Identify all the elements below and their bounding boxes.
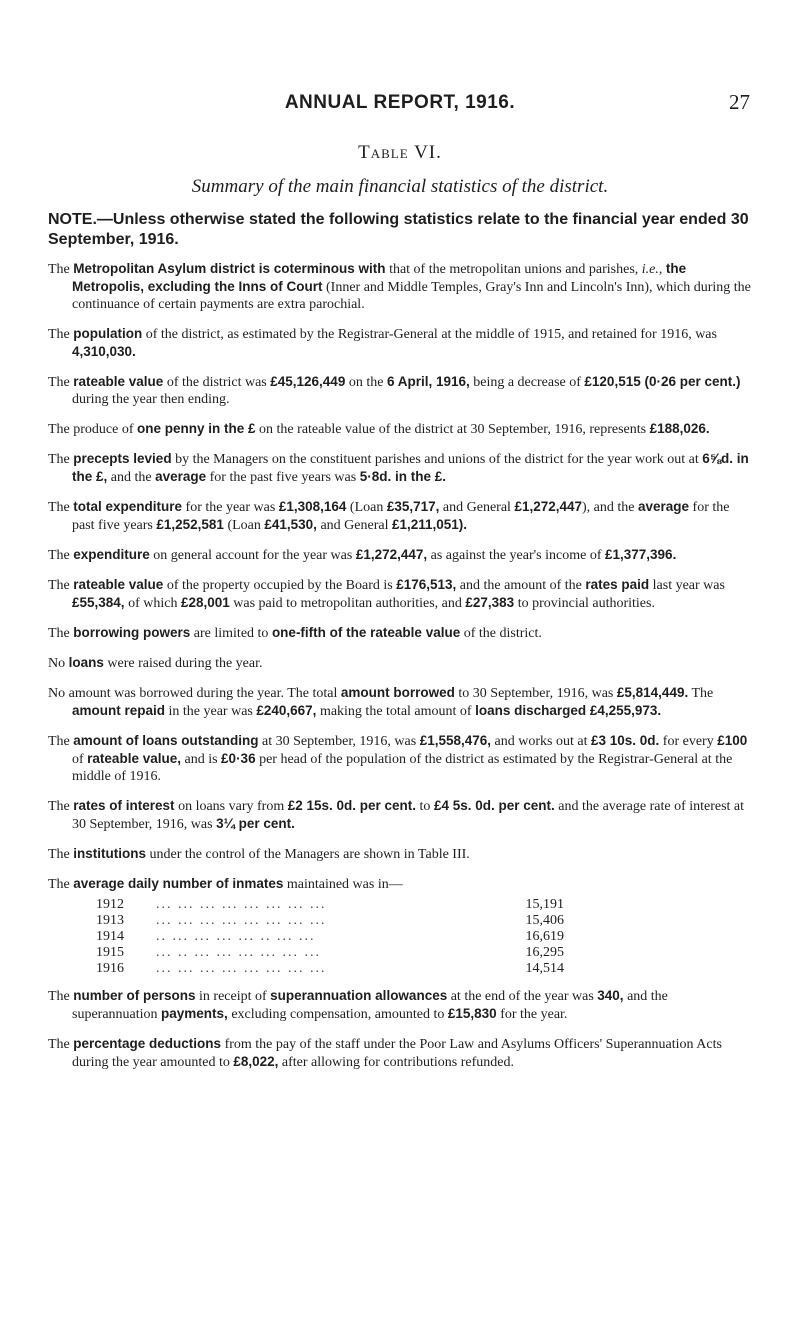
keyword: £1,272,447, [355, 547, 428, 562]
deductions-paragraph [48, 1035, 754, 1071]
year-cell: 1913 [96, 913, 124, 928]
text-run: making the total amount of [316, 704, 476, 719]
text-run: (Inner and Middle Temples, Gray's Inn and Lincoln's Inn), which during the continuance of certain payments are extra parochial. [72, 280, 751, 312]
text-run: (Loan [223, 518, 265, 533]
leader-dots: ... ... ... ... ... ... ... ... [156, 961, 327, 976]
text-run: and the average rate of interest at 30 September, 1916, was [72, 799, 745, 832]
text-run: of the property occupied by the Board is [163, 578, 397, 593]
keyword: amount borrowed [340, 685, 455, 700]
keyword: £1,272,447 [514, 499, 583, 514]
table-row [96, 961, 564, 977]
rateable-value-paragraph [48, 373, 754, 408]
keyword: £3 10s. 0d. [590, 733, 660, 748]
text-run: under the control of the Managers are shown in Table III. [146, 847, 470, 862]
text-run: The [48, 626, 74, 641]
text-run: for the past five years was [206, 470, 360, 485]
year-cell: 1912 [96, 897, 124, 912]
keyword: £176,513, [396, 577, 457, 592]
text-run: of [72, 752, 88, 767]
keyword: £8,022, [233, 1054, 279, 1069]
keyword: £100 [717, 733, 748, 748]
keyword: 4,310,030. [72, 344, 136, 359]
leader-dots: ... ... ... ... ... ... ... ... [156, 897, 327, 912]
keyword: £55,384, [72, 595, 125, 610]
table-row [96, 913, 564, 929]
text-run: , [658, 262, 666, 277]
text-run: The [48, 877, 74, 892]
keyword: £45,126,449 [270, 374, 346, 389]
leader-dots: .. ... ... ... ... .. ... ... [156, 929, 316, 944]
text-run: for the past five years [72, 500, 730, 533]
keyword: £1,377,396. [605, 547, 677, 562]
text-run: being a decrease of [469, 375, 585, 390]
keyword: expenditure [73, 547, 150, 562]
keyword: rates paid [585, 577, 650, 592]
leader-dots: ... .. ... ... ... ... ... ... [156, 945, 321, 960]
text-run: on the [345, 375, 387, 390]
keyword: rateable value, [87, 751, 181, 766]
interest-paragraph [48, 797, 754, 833]
keyword: average [155, 469, 207, 484]
text-run: after allowing for contributions refunded. [278, 1055, 514, 1070]
text-run: for every [659, 734, 718, 749]
text-run: last year was [649, 578, 725, 593]
text-run: at the end of the year was [447, 989, 598, 1004]
text-run: The [48, 548, 74, 563]
value-cell: 14,514 [525, 961, 564, 976]
text-run: per head of the population of the district as estimated by the Registrar-General at the middle of 1916. [72, 752, 733, 784]
penny-paragraph [48, 420, 754, 438]
text-run: The [48, 327, 74, 342]
note-paragraph: NOTE.—Unless otherwise stated the following statistics relate to the financial year ended 30 September, 1916. [48, 211, 749, 248]
leader-dots: ... ... ... ... ... ... ... ... [156, 913, 327, 928]
keyword: £4 5s. 0d. per cent. [433, 798, 555, 813]
text-run: The [48, 262, 70, 277]
keyword: 6⅝d. in the £, [72, 451, 749, 484]
keyword: £1,558,476, [419, 733, 492, 748]
table-row [96, 929, 564, 945]
text-run: of the district was [163, 375, 271, 390]
text-run: in receipt of [195, 989, 271, 1004]
text-run: from the pay of the staff under the Poor Law and Asylums Officers' Superannuation Acts during the year amounted to [72, 1037, 722, 1070]
inmates-paragraph [48, 875, 754, 893]
keyword: loans discharged £4,255,973. [475, 703, 662, 718]
keyword: Metropolitan Asylum district is coterminous with [73, 261, 386, 276]
keyword: £1,211,051). [391, 517, 468, 532]
text-run: of the district, as estimated by the Registrar-General at the middle of 1915, and retained for 1916, was [142, 327, 717, 342]
borrowing-paragraph [48, 624, 754, 642]
text-run: The [48, 500, 74, 515]
text-run: at 30 September, 1916, was [258, 734, 420, 749]
keyword: £28,001 [180, 595, 230, 610]
text-run: for the year was [182, 500, 279, 515]
text-run: and is [180, 752, 222, 767]
text-run: and the [107, 470, 156, 485]
text-run: and works out at [491, 734, 591, 749]
text-run: during the year then ending. [72, 392, 230, 407]
value-cell: 15,406 [525, 913, 564, 928]
text-run: on general account for the year was [149, 548, 356, 563]
keyword: £188,026. [649, 421, 710, 436]
keyword: the Metropolis, excluding the Inns of Court [72, 261, 687, 294]
text-run: maintained was in— [283, 877, 403, 892]
expenditure-paragraph [48, 498, 754, 534]
text-run: ), and the [582, 500, 638, 515]
keyword: precepts levied [73, 451, 172, 466]
keyword: one-fifth of the rateable value [271, 625, 461, 640]
text-run: and the amount of the [456, 578, 586, 593]
keyword: £5,814,449. [616, 685, 689, 700]
table-row [96, 897, 564, 913]
text-run: The produce of [48, 422, 138, 437]
value-cell: 15,191 [525, 897, 564, 912]
population-paragraph [48, 325, 754, 361]
year-cell: 1916 [96, 961, 124, 976]
text-run: for the year. [496, 1007, 568, 1022]
keyword: £27,383 [465, 595, 515, 610]
keyword: one penny in the £ [137, 421, 256, 436]
property-paragraph [48, 576, 754, 612]
keyword: 340, [597, 988, 624, 1003]
keyword: amount repaid [72, 703, 166, 718]
year-cell: 1915 [96, 945, 124, 960]
text-run: to provincial authorities. [514, 596, 655, 611]
keyword: £2 15s. 0d. per cent. [287, 798, 417, 813]
keyword: superannuation allowances [270, 988, 448, 1003]
keyword: average daily number of inmates [73, 876, 284, 891]
text-run: The [48, 375, 74, 390]
keyword: 5·8d. in the £. [359, 469, 446, 484]
text-run: in the year was [165, 704, 257, 719]
outstanding-paragraph [48, 732, 754, 785]
text-run: The [48, 452, 74, 467]
text-run: of the district. [460, 626, 542, 641]
text-run: on loans vary from [174, 799, 288, 814]
page-number: 27 [729, 90, 750, 114]
keyword: total expenditure [73, 499, 183, 514]
text-run: that of the metropolitan unions and parishes, [385, 262, 642, 277]
report-content [48, 210, 754, 1083]
text-run: were raised during the year. [103, 656, 263, 671]
text-run: The [48, 734, 74, 749]
text-run: by the Managers on the constituent parishes and unions of the district for the year work out at [171, 452, 703, 467]
text-run: No amount was borrowed during the year. The total [48, 686, 341, 701]
text-run: The [48, 799, 74, 814]
keyword: rateable value [73, 374, 164, 389]
table-title: Table VI. [358, 142, 442, 163]
text-run: (Loan [346, 500, 387, 515]
inmates-table [96, 897, 564, 977]
text-run: to 30 September, 1916, was [454, 686, 617, 701]
text-run: on the rateable value of the district at 30 September, 1916, represents [255, 422, 650, 437]
district-paragraph [48, 260, 754, 313]
superannuation-paragraph [48, 987, 754, 1023]
text-run: The [48, 578, 74, 593]
table-subtitle: Summary of the main financial statistics of the district. [191, 176, 609, 197]
text-run: and the superannuation [72, 989, 668, 1022]
text-run: was paid to metropolitan authorities, and [229, 596, 466, 611]
text-run: i.e. [641, 262, 659, 277]
keyword: £15,830 [447, 1006, 497, 1021]
keyword: rates of interest [73, 798, 175, 813]
keyword: rateable value [73, 577, 164, 592]
text-run: No [48, 656, 69, 671]
keyword: £41,530, [264, 517, 317, 532]
text-run: to [416, 799, 434, 814]
keyword: 3¼ per cent. [216, 816, 295, 831]
text-run: are limited to [190, 626, 272, 641]
text-run: The [688, 686, 714, 701]
keyword: population [73, 326, 143, 341]
year-cell: 1914 [96, 929, 124, 944]
running-head: ANNUAL REPORT, 1916. [284, 92, 516, 113]
value-cell: 16,295 [525, 945, 564, 960]
keyword: payments, [161, 1006, 228, 1021]
keyword: £1,252,581 [156, 517, 224, 532]
keyword: £35,717, [386, 499, 440, 514]
keyword: £0·36 [221, 751, 256, 766]
no-loans-paragraph [48, 654, 754, 672]
text-run: and General [439, 500, 515, 515]
keyword: institutions [73, 846, 147, 861]
keyword: number of persons [73, 988, 196, 1003]
precepts-paragraph [48, 450, 754, 486]
keyword: £240,667, [256, 703, 317, 718]
keyword: loans [68, 655, 104, 670]
text-run: of which [124, 596, 181, 611]
text-run: The [48, 989, 74, 1004]
text-run: The [48, 1037, 74, 1052]
keyword: average [638, 499, 690, 514]
institutions-paragraph [48, 845, 754, 863]
text-run: and General [316, 518, 392, 533]
text-run: excluding compensation, amounted to [227, 1007, 448, 1022]
keyword: percentage deductions [73, 1036, 222, 1051]
general-expenditure-paragraph [48, 546, 754, 564]
value-cell: 16,619 [525, 929, 564, 944]
keyword: borrowing powers [73, 625, 191, 640]
keyword: £1,308,164 [278, 499, 347, 514]
table-row [96, 945, 564, 961]
keyword: amount of loans outstanding [73, 733, 259, 748]
borrowed-paragraph [48, 684, 754, 720]
keyword: 6 April, 1916, [386, 374, 470, 389]
text-run: as against the year's income of [427, 548, 605, 563]
keyword: £120,515 (0·26 per cent.) [584, 374, 741, 389]
text-run: The [48, 847, 74, 862]
